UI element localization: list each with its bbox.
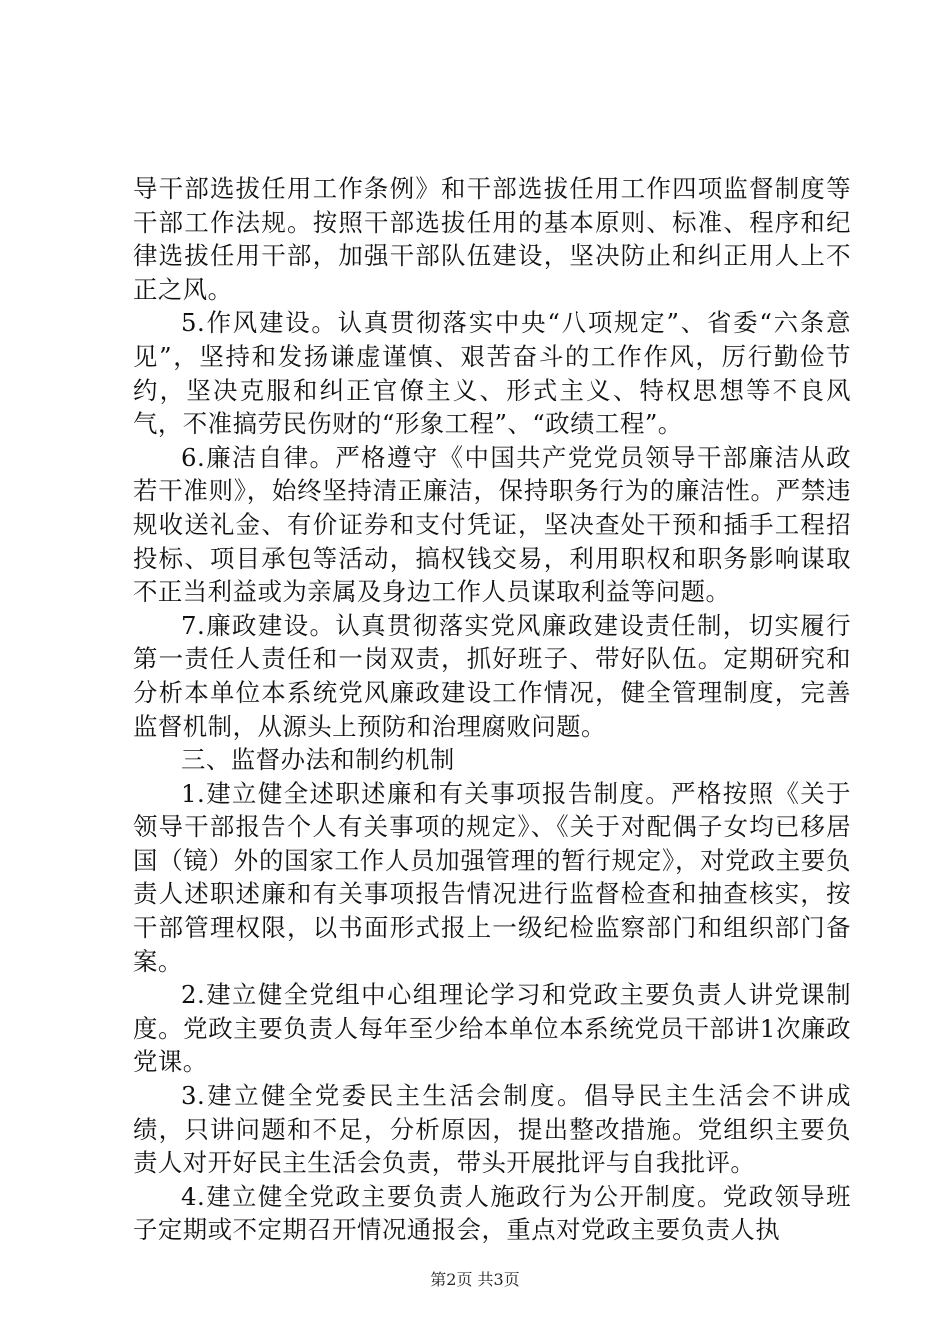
- document-body: [133, 172, 851, 1247]
- paragraph-clean-government: 7.廉政建设。认真贯彻落实党风廉政建设责任制，切实履行第一责任人责任和一岗双责，抓好班子、带好队伍。定期研究和分析本单位本系统党风廉政建设工作情况，健全管理制度，完善监督机制，从源头上预防和治理腐败问题。: [133, 610, 851, 741]
- paragraph-work-style: 5.作风建设。认真贯彻落实中央“八项规定”、省委“六条意见”，坚持和发扬谦虚谨慎、艰苦奋斗的工作作风，厉行勤俭节约，坚决克服和纠正官僚主义、形式主义、特权思想等不良风气，不准搞劳民伤财的“形象工程”、“政绩工程”。: [133, 308, 851, 439]
- paragraph-public-conduct: 4.建立健全党政主要负责人施政行为公开制度。党政领导班子定期或不定期召开情况通报会，重点对党政主要负责人执: [133, 1181, 851, 1245]
- paragraph-study-system: 2.建立健全党组中心组理论学习和党政主要负责人讲党课制度。党政主要负责人每年至少给本单位本系统党员干部讲1次廉政党课。: [133, 980, 851, 1077]
- paragraph-democratic-life: 3.建立健全党委民主生活会制度。倡导民主生活会不讲成绩，只讲问题和不足，分析原因，提出整改措施。党组织主要负责人对开好民主生活会负责，带头开展批评与自我批评。: [133, 1081, 851, 1178]
- page-number: 第2页 共3页: [430, 1270, 520, 1289]
- paragraph-reporting-system: 1.建立健全述职述廉和有关事项报告制度。严格按照《关于领导干部报告个人有关事项的规定》、《关于对配偶子女均已移居国（镜）外的国家工作人员加强管理的暂行规定》，对党政主要负责人述职述廉和有关事项报告情况进行监督检查和抽查核实，按干部管理权限，以书面形式报上一级纪检监察部门和组织部门备案。: [133, 778, 851, 976]
- section-heading: 三、监督办法和制约机制: [181, 745, 455, 775]
- paragraph-continuation: 导干部选拔任用工作条例》和干部选拔任用工作四项监督制度等干部工作法规。按照干部选拔任用的基本原则、标准、程序和纪律选拔任用干部，加强干部队伍建设，坚决防止和纠正用人上不正之风。: [133, 174, 851, 304]
- paragraph-self-discipline: 6.廉洁自律。严格遵守《中国共产党党员领导干部廉洁从政若干准则》，始终坚持清正廉洁，保持职务行为的廉洁性。严禁违规收送礼金、有价证券和支付凭证，坚决查处干预和插手工程招投标、项目承包等活动，搞权钱交易，利用职权和职务影响谋取不正当利益或为亲属及身边工作人员谋取利益等问题。: [133, 442, 851, 607]
